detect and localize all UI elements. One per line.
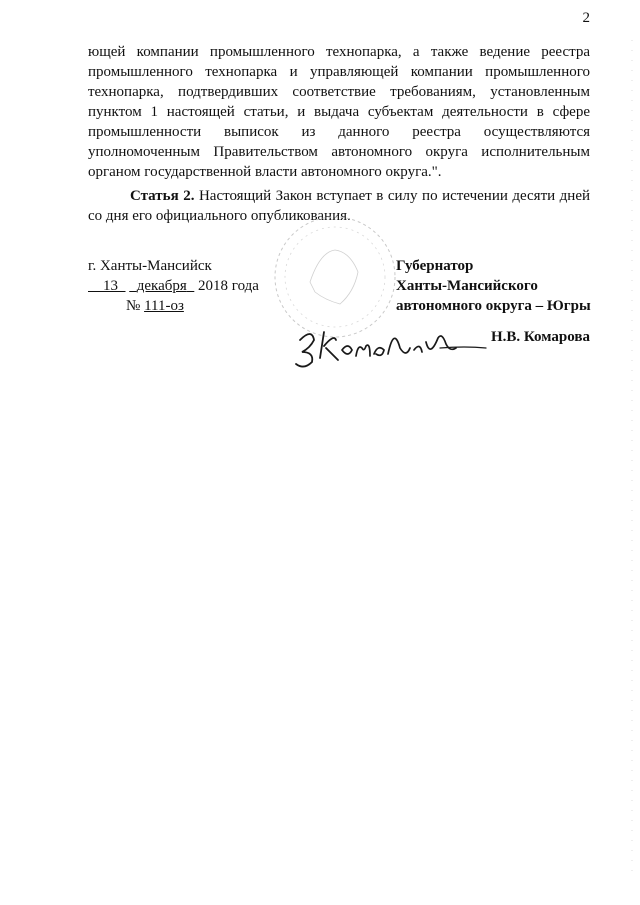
law-number — [126, 296, 184, 316]
governor-name: Н.В. Комарова — [491, 329, 590, 345]
date-month-blank — [129, 278, 194, 294]
signing-date — [88, 276, 259, 296]
article-label: Статья 2. — [130, 188, 195, 204]
number-prefix: № — [126, 298, 141, 314]
governor-line-1: Губернатор — [396, 258, 474, 274]
signing-place: г. Ханты-Мансийск — [88, 258, 212, 274]
body-paragraph: ющей компании промышленного технопарка, а также ведение реестра промышленного технопарка и управляющей компании промышленного технопарка, подтвердивших соответствие требованиям, установленным пунктом 1 настоящей статьи, и выдача субъектам деятельности в сфере промышленности выписок из данного реестра осуществляются уполномоченным Правительством автономного округа исполнительным органом государственной власти автономного округа.". — [88, 44, 590, 180]
number-value: 111-оз — [144, 298, 184, 314]
scan-edge-marks — [630, 0, 634, 905]
page-number: 2 — [582, 10, 590, 26]
article-text: Настоящий Закон вступает в силу по истечении десяти дней со дня его официального опубликования. — [88, 188, 591, 224]
date-day-blank — [88, 278, 126, 294]
governor-line-3: автономного округа – Югры — [396, 298, 591, 314]
date-month: декабря — [136, 278, 187, 294]
handwritten-signature — [290, 318, 490, 373]
governor-title — [396, 256, 591, 316]
governor-line-2: Ханты-Мансийского — [396, 278, 538, 294]
date-year: 2018 года — [198, 278, 259, 294]
date-day: 13 — [103, 278, 118, 294]
